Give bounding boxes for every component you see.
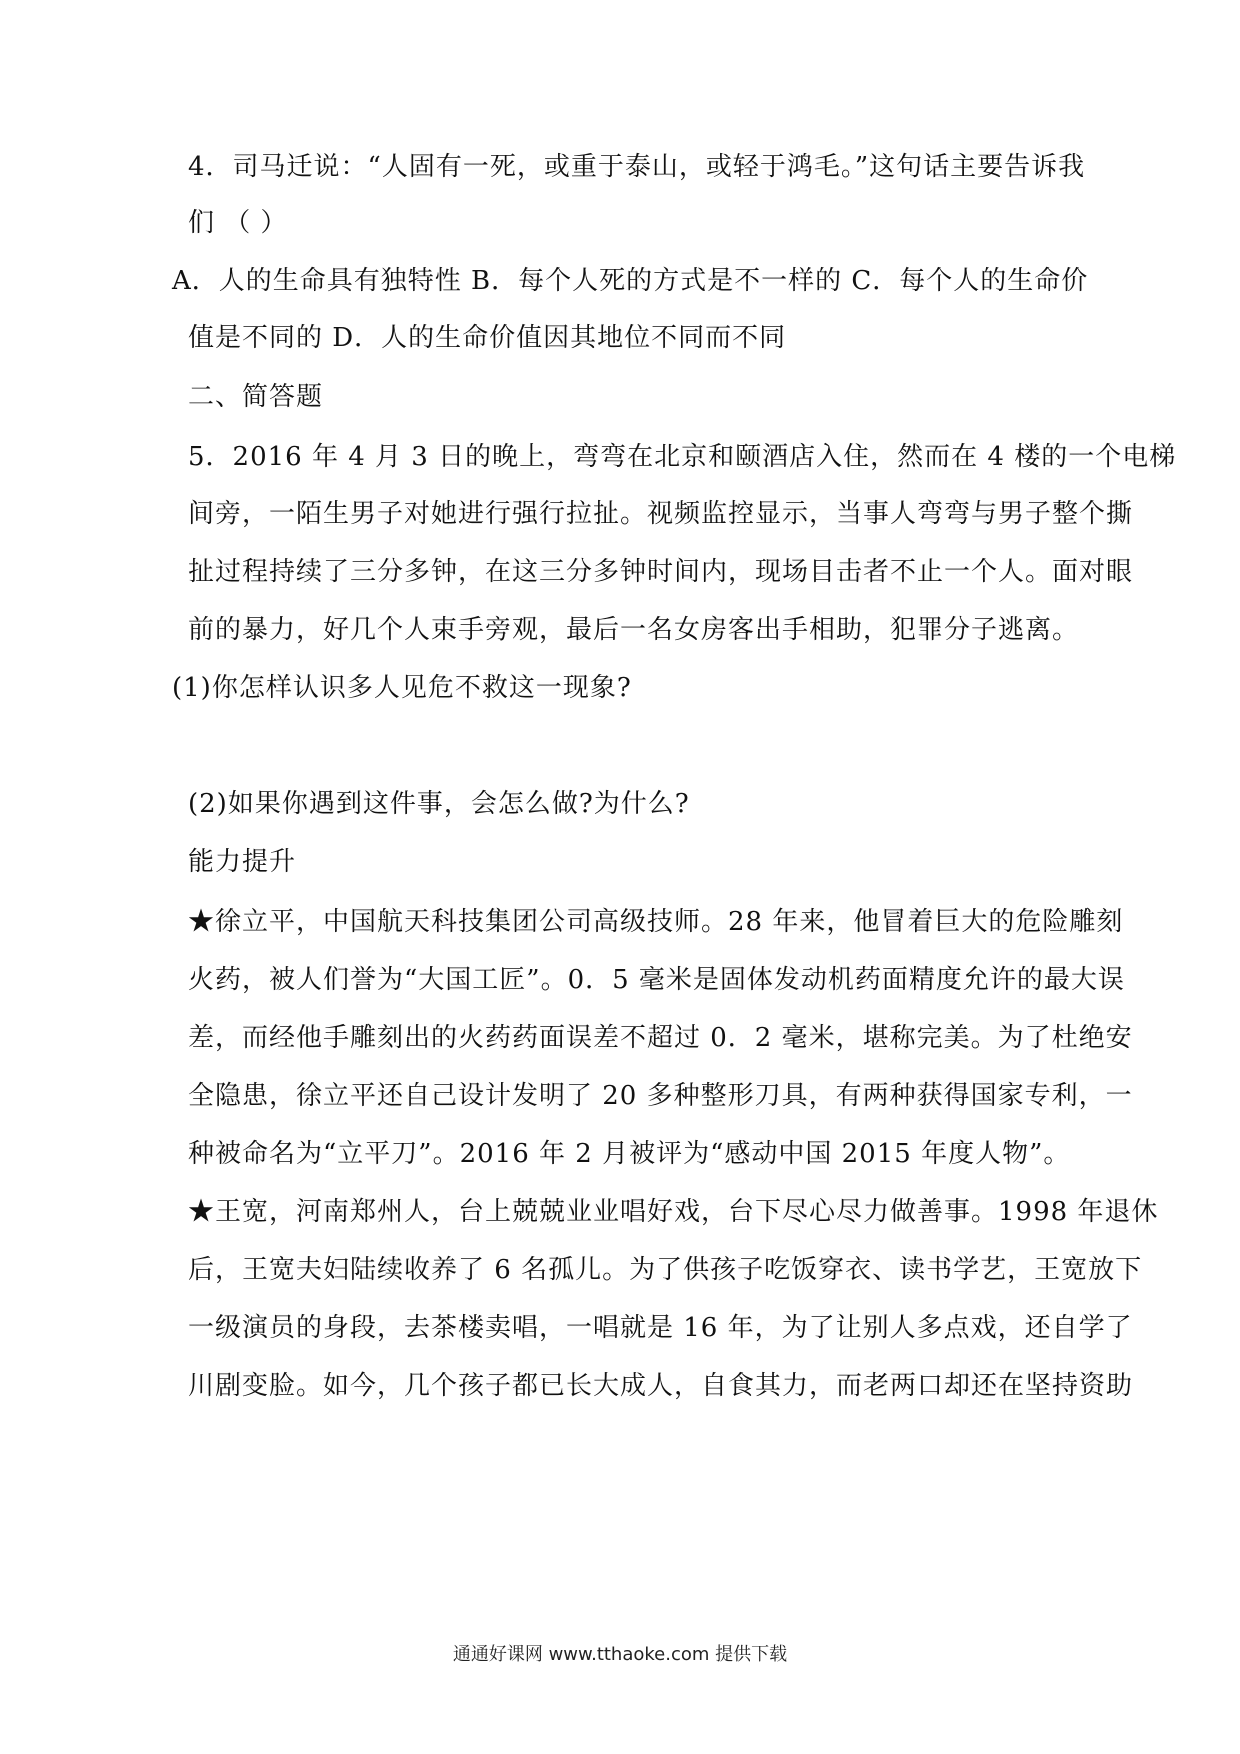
ability-para1-line: ★徐立平，中国航天科技集团公司高级技师。28 年来，他冒着巨大的危险雕刻	[188, 907, 1124, 937]
question-5-line: 前的暴力，好几个人束手旁观，最后一名女房客出手相助，犯罪分子逃离。	[188, 615, 1080, 645]
question-4-options-line1: A．人的生命具有独特性 B．每个人死的方式是不一样的 C．每个人的生命价	[172, 266, 1089, 296]
ability-para2-line: ★王宽，河南郑州人，台上兢兢业业唱好戏，台下尽心尽力做善事。1998 年退休	[188, 1197, 1159, 1227]
ability-para1-line: 火药，被人们誉为“大国工匠”。0．5 毫米是固体发动机药面精度允许的最大误	[188, 965, 1125, 995]
section-2-heading: 二、简答题	[188, 382, 324, 412]
question-5-line: 扯过程持续了三分多钟，在这三分多钟时间内，现场目击者不止一个人。面对眼	[188, 557, 1134, 587]
ability-para2-line: 一级演员的身段，去茶楼卖唱，一唱就是 16 年，为了让别人多点戏，还自学了	[188, 1313, 1133, 1343]
question-5-line: 间旁，一陌生男子对她进行强行拉扯。视频监控显示，当事人弯弯与男子整个撕	[188, 499, 1134, 529]
question-5-sub2: (2)如果你遇到这件事，会怎么做?为什么?	[188, 789, 690, 819]
ability-para1-line: 种被命名为“立平刀”。2016 年 2 月被评为“感动中国 2015 年度人物”。	[188, 1139, 1071, 1169]
ability-para1-line: 差，而经他手雕刻出的火药药面误差不超过 0．2 毫米，堪称完美。为了杜绝安	[188, 1023, 1133, 1053]
question-4-stem-line1: 4．司马迁说：“人固有一死，或重于泰山，或轻于鸿毛。”这句话主要告诉我	[188, 152, 1086, 182]
footer-download-note: 通通好课网 www.tthaoke.com 提供下载	[452, 1644, 788, 1665]
question-5-line: 5．2016 年 4 月 3 日的晚上，弯弯在北京和颐酒店入住，然而在 4 楼的一个电梯	[188, 442, 1177, 472]
ability-para2-line: 川剧变脸。如今，几个孩子都已长大成人，自食其力，而老两口却还在坚持资助	[188, 1371, 1134, 1401]
question-4-options-line2: 值是不同的 D．人的生命价值因其地位不同而不同	[188, 323, 787, 353]
ability-para1-line: 全隐患，徐立平还自己设计发明了 20 多种整形刀具，有两种获得国家专利，一	[188, 1081, 1133, 1111]
question-4-stem-line2: 们 （ ）	[188, 208, 288, 238]
ability-para2-line: 后，王宽夫妇陆续收养了 6 名孤儿。为了供孩子吃饭穿衣、读书学艺，王宽放下	[188, 1255, 1143, 1285]
question-5-sub1: (1)你怎样认识多人见危不救这一现象?	[172, 673, 632, 703]
ability-heading: 能力提升	[188, 847, 297, 877]
